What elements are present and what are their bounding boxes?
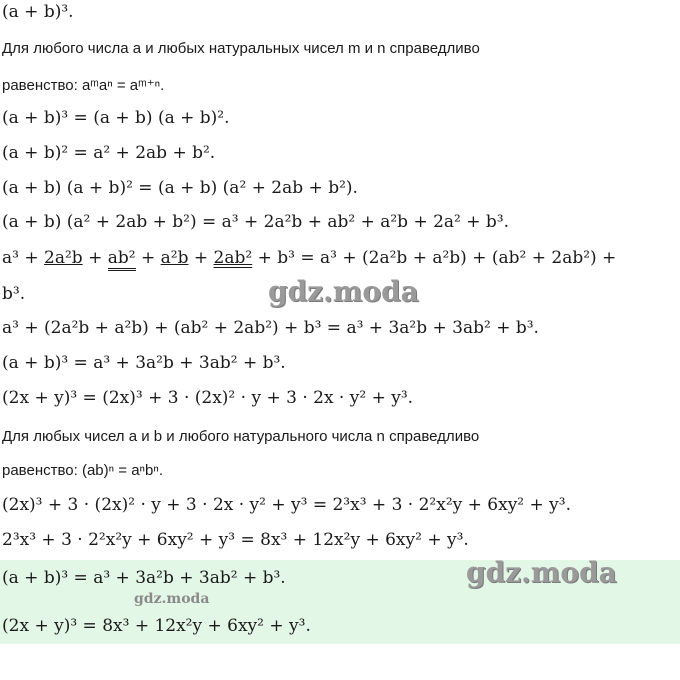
- line-10: a³ + (2a²b + a²b) + (ab² + 2ab²) + b³ = a³ + 3a²b + 3ab² + b³.: [2, 318, 539, 338]
- line-6: (a + b) (a + b)² = (a + b) (a² + 2ab + b²).: [2, 178, 358, 198]
- line-12: (2x + y)³ = (2x)³ + 3 · (2x)² · y + 3 · 2x · y² + y³.: [2, 388, 414, 408]
- underlined-term-single-2: a²b: [160, 248, 189, 268]
- part: + b³ = a³ + (2a²b + a²b) + (ab² + 2ab²) +: [252, 248, 617, 268]
- line-13-text: Для любых чисел a и b и любого натурального числа n справедливо: [2, 428, 480, 445]
- watermark-logo-2: gdz.moda: [466, 556, 617, 589]
- watermark-small: gdz.moda: [134, 591, 210, 607]
- line-1: (a + b)³.: [2, 2, 74, 22]
- line-8-underlined: [2, 248, 616, 268]
- line-2-text: Для любого числа a и любых натуральных чисел m и n справедливо: [2, 40, 480, 57]
- underlined-term-single: 2a²b: [44, 248, 83, 268]
- part: +: [188, 248, 214, 268]
- underlined-term-triple: ab²: [108, 248, 136, 271]
- line-4: (a + b)³ = (a + b) (a + b)².: [2, 108, 230, 128]
- watermark-logo: gdz.moda: [268, 275, 419, 308]
- line-3-text: равенство: aᵐaⁿ = aᵐ⁺ⁿ.: [2, 77, 165, 94]
- line-16: 2³x³ + 3 · 2²x²y + 6xy² + y³ = 8x³ + 12x²y + 6xy² + y³.: [2, 530, 469, 550]
- line-15: (2x)³ + 3 · (2x)² · y + 3 · 2x · y² + y³ = 2³x³ + 3 · 2²x²y + 6xy² + y³.: [2, 495, 571, 515]
- answer-line-1: (a + b)³ = a³ + 3a²b + 3ab² + b³.: [2, 568, 286, 588]
- line-5: (a + b)² = a² + 2ab + b².: [2, 143, 216, 163]
- part: +: [135, 248, 161, 268]
- line-9: b³.: [2, 284, 26, 304]
- answer-line-2: (2x + y)³ = 8x³ + 12x²y + 6xy² + y³.: [2, 616, 311, 636]
- underlined-term-double: 2ab²: [213, 248, 253, 268]
- line-11: (a + b)³ = a³ + 3a²b + 3ab² + b³.: [2, 353, 286, 373]
- part: +: [82, 248, 108, 268]
- line-14-text: равенство: (ab)ⁿ = aⁿbⁿ.: [2, 462, 163, 479]
- line-7: (a + b) (a² + 2ab + b²) = a³ + 2a²b + ab² + a²b + 2a² + b³.: [2, 212, 510, 232]
- part: a³ +: [2, 248, 45, 268]
